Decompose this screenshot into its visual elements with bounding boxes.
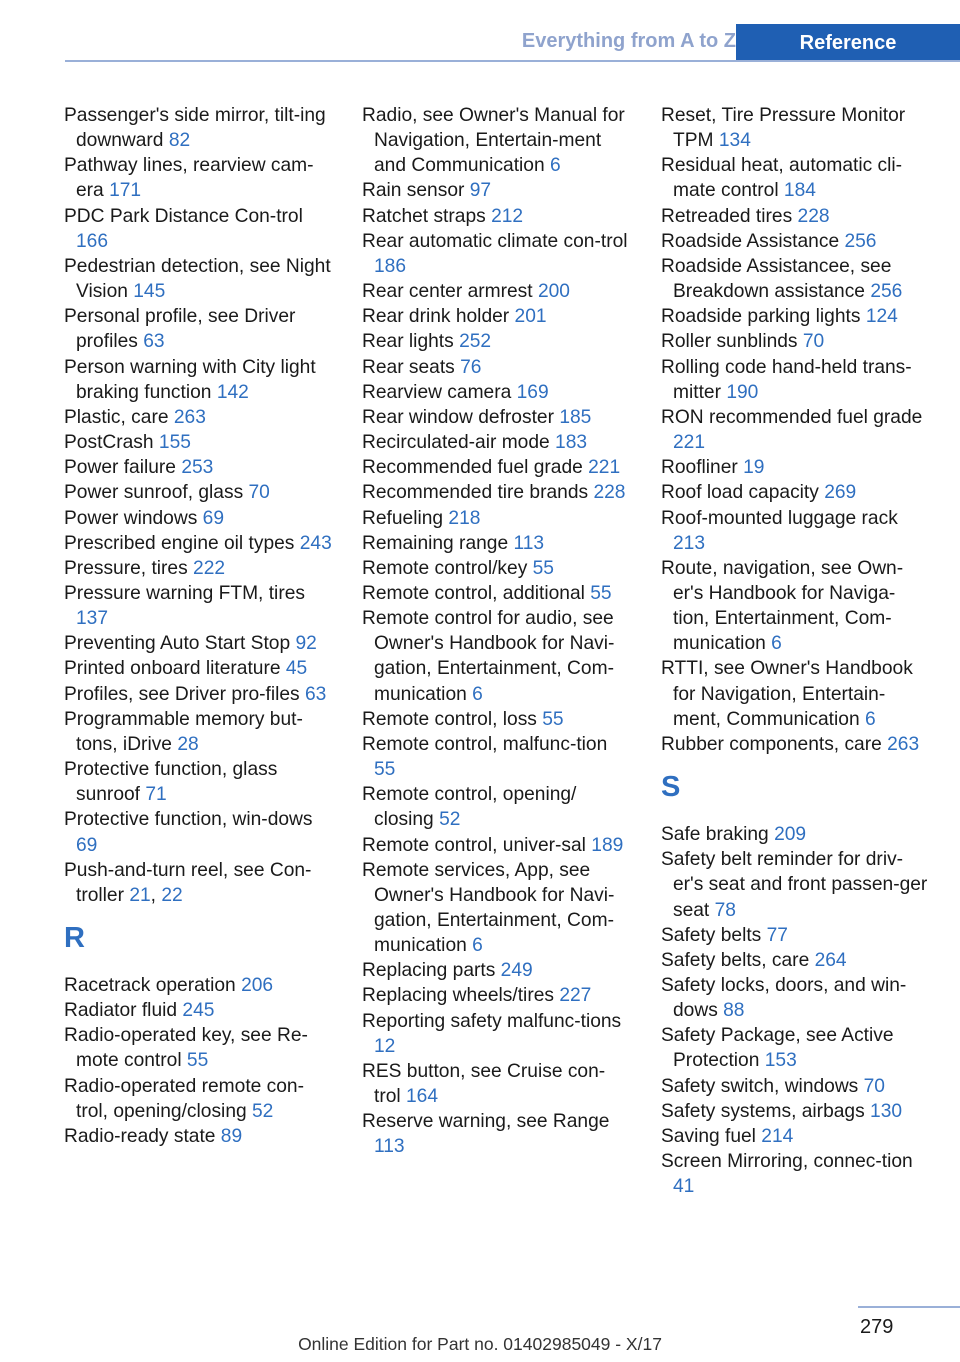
index-entry: [362, 1059, 630, 1109]
index-entry: [64, 807, 332, 857]
index-entry: [362, 204, 630, 229]
page-reference-link[interactable]: 70: [863, 1075, 885, 1097]
index-entry-text: Radiator fluid: [64, 1000, 178, 1022]
index-entry-text: Remote control/key: [362, 557, 528, 579]
index-entry: [362, 103, 630, 178]
page-reference-link[interactable]: 22: [161, 884, 183, 906]
page-reference-link[interactable]: 243: [299, 532, 332, 554]
index-entry-text: RES button, see Cruise con-trol: [362, 1060, 606, 1108]
index-entry-text: Remote control, univer-sal: [362, 834, 586, 856]
index-entry: [362, 606, 630, 707]
index-entry-text: Safety systems, airbags: [661, 1100, 865, 1122]
page-reference-link[interactable]: 183: [555, 432, 588, 454]
index-entry: [661, 254, 929, 304]
index-entry-text: Reporting safety malfunc-tions: [362, 1010, 622, 1032]
index-entry: [362, 858, 630, 959]
page-reference-link[interactable]: 227: [559, 985, 592, 1007]
index-entry: [661, 506, 929, 556]
index-entry: [661, 103, 929, 153]
page-reference-link[interactable]: 52: [252, 1100, 274, 1122]
index-entry-text: Rain sensor: [362, 180, 465, 202]
index-entry-text: PDC Park Distance Con-trol: [64, 205, 303, 227]
page-reference-link[interactable]: 78: [714, 899, 736, 921]
index-column-3: [661, 103, 929, 1199]
index-entry-text: Safety switch, windows: [661, 1075, 859, 1097]
page-reference-link[interactable]: 245: [182, 1000, 215, 1022]
index-entry: [661, 1023, 929, 1073]
index-entry-text: Pressure warning FTM, tires: [64, 582, 305, 604]
index-entry-text: Prescribed engine oil types: [64, 532, 295, 554]
index-entry-text: Safety belts, care: [661, 949, 810, 971]
page-reference-link[interactable]: 200: [537, 281, 570, 303]
index-letter-heading: R: [64, 922, 85, 954]
page-reference-link[interactable]: 213: [673, 532, 706, 554]
page-reference-link[interactable]: 45: [285, 658, 308, 680]
index-entry: [64, 254, 332, 304]
index-entry: [661, 732, 929, 757]
page-reference-link[interactable]: 6: [864, 708, 876, 730]
index-entry-text: Preventing Auto Start Stop: [64, 633, 291, 655]
index-entry-text: Remaining range: [362, 532, 509, 554]
page-reference-link[interactable]: 52: [439, 809, 461, 831]
index-entry: [362, 531, 630, 556]
index-entry-text: Remote services, App, see Owner's Handbook for Navi-gation, Entertainment, Com-munication: [362, 859, 615, 957]
index-entry: [661, 1149, 929, 1199]
index-entry-text: Roller sunblinds: [661, 331, 798, 353]
page-reference-link[interactable]: 124: [865, 306, 898, 328]
index-entry-text: Remote control, opening/ closing: [362, 784, 577, 831]
index-entry: [64, 1074, 332, 1124]
index-entry-text: Passenger's side mirror, tilt-ing downward: [64, 105, 326, 152]
index-entry-text: Safety locks, doors, and win-dows: [661, 975, 907, 1022]
index-entry: [362, 355, 630, 380]
index-entry-text: Roadside parking lights: [661, 306, 861, 328]
index-entry-text: Rearview camera: [362, 381, 512, 403]
index-entry: [661, 455, 929, 480]
page-reference-link[interactable]: 92: [295, 633, 317, 655]
index-entry-text: Route, navigation, see Own-er's Handbook for Naviga-tion, Entertainment, Com-munication: [661, 557, 904, 655]
index-entry: [64, 455, 332, 480]
page-reference-link[interactable]: 55: [590, 582, 612, 604]
page-reference-link[interactable]: 222: [193, 557, 226, 579]
page-reference-link[interactable]: 186: [374, 255, 407, 277]
index-entry: [661, 480, 929, 505]
index-entry: [661, 304, 929, 329]
index-entry: [362, 329, 630, 354]
index-entry-text: Rear seats: [362, 356, 455, 378]
page-reference-link[interactable]: 19: [743, 457, 765, 479]
index-entry: [64, 631, 332, 656]
page-reference-link[interactable]: 166: [76, 230, 109, 252]
page-reference-link[interactable]: 155: [158, 432, 191, 454]
page-reference-link[interactable]: 134: [718, 130, 751, 152]
index-entry-text: Person warning with City light braking function: [64, 356, 316, 403]
index-entry-text: Recommended fuel grade: [362, 457, 583, 479]
index-entry-text: Remote control for audio, see Owner's Handbook for Navi-gation, Entertainment, Com-munication: [362, 608, 615, 705]
page-reference-link[interactable]: 263: [887, 733, 920, 755]
page-reference-link[interactable]: 70: [248, 482, 270, 504]
index-entry-text: Personal profile, see Driver profiles: [64, 306, 296, 353]
index-entry: [64, 1023, 332, 1073]
index-entry: [362, 304, 630, 329]
index-entry: [661, 1074, 929, 1099]
index-entry-text: Rear center armrest: [362, 281, 533, 303]
index-entry-text: RON recommended fuel grade: [661, 406, 923, 428]
index-entry: [64, 998, 332, 1023]
page-reference-link[interactable]: 253: [181, 457, 214, 479]
page-reference-link[interactable]: 76: [460, 356, 482, 378]
page-reference-link[interactable]: 113: [374, 1136, 405, 1158]
page-reference-link[interactable]: 221: [588, 457, 621, 479]
footer-rule: [858, 1306, 960, 1308]
index-entry: [64, 531, 332, 556]
index-entry-text: Ratchet straps: [362, 205, 486, 227]
page-reference-link[interactable]: 201: [514, 306, 547, 328]
index-entry-text: Residual heat, automatic cli-mate control: [661, 155, 903, 202]
index-entry: [362, 178, 630, 203]
index-entry-text: Power windows: [64, 507, 198, 529]
index-entry: [661, 948, 929, 973]
index-entry-text: Remote control, additional: [362, 582, 585, 604]
index-entry-text: RTTI, see Owner's Handbook for Navigation, Entertain-ment, Communication: [661, 658, 913, 730]
index-entry: [64, 204, 332, 254]
index-entry: [64, 430, 332, 455]
page-reference-link[interactable]: 184: [783, 180, 816, 202]
index-entry-text: Safety belts: [661, 924, 762, 946]
index-entry: [362, 480, 630, 505]
index-entry-text: Reserve warning, see Range: [362, 1111, 610, 1133]
page-reference-link[interactable]: 185: [559, 406, 592, 428]
index-entry-text: Rubber components, care: [661, 733, 882, 755]
index-entry-text: Rear lights: [362, 331, 454, 353]
page-reference-link[interactable]: 113: [513, 532, 545, 554]
index-entry-text: Roadside Assistance: [661, 230, 840, 252]
index-entry-text: Roof-mounted luggage rack: [661, 507, 898, 529]
page-reference-link[interactable]: 21: [129, 884, 151, 906]
index-entry-text: Recirculated-air mode: [362, 432, 550, 454]
page-reference-link[interactable]: 6: [771, 633, 782, 655]
section-title: Everything from A to Z: [521, 30, 736, 52]
index-entry: [362, 983, 630, 1008]
page-reference-link[interactable]: 256: [844, 230, 877, 252]
index-entry: [362, 732, 630, 782]
index-entry-text: Rear automatic climate con-trol: [362, 230, 628, 252]
index-entry: [64, 581, 332, 631]
index-entry-text: Remote control, loss: [362, 708, 537, 730]
index-entry-text: Reset, Tire Pressure Monitor TPM: [661, 105, 906, 152]
index-entry-text: Radio-operated remote con-trol, opening/closing: [64, 1075, 304, 1122]
index-entry-text: Saving fuel: [661, 1125, 756, 1147]
index-entry: [64, 355, 332, 405]
page-reference-link[interactable]: 263: [173, 406, 206, 428]
index-entry-text: Radio-operated key, see Re-mote control: [64, 1025, 308, 1072]
page-reference-link[interactable]: 6: [472, 683, 483, 705]
index-entry: [64, 1124, 332, 1149]
index-entry-text: Replacing wheels/tires: [362, 985, 554, 1007]
index-entry: [64, 103, 332, 153]
page-number: 279: [860, 1316, 894, 1338]
index-entry-text: Safe braking: [661, 824, 769, 846]
header-rule: [65, 60, 960, 62]
page-header: [65, 24, 960, 62]
index-entry: [661, 329, 929, 354]
index-entry-text: Printed onboard literature: [64, 658, 281, 680]
index-entry-text: Rolling code hand-held trans-mitter: [661, 356, 912, 403]
index-entry-text: Pedestrian detection, see Night Vision: [64, 255, 331, 303]
page-reference-link[interactable]: 55: [186, 1050, 209, 1072]
index-entry: [64, 656, 332, 681]
index-entry: [64, 153, 332, 203]
page-reference-link[interactable]: 269: [824, 482, 857, 504]
page-reference-link[interactable]: 169: [516, 381, 549, 403]
index-entry: [362, 782, 630, 832]
index-entry: [362, 833, 630, 858]
index-entry-text: Protective function, glass sunroof: [64, 759, 278, 806]
page-reference-link[interactable]: 63: [143, 331, 165, 353]
page-reference-link[interactable]: 256: [870, 281, 903, 303]
index-entry: [362, 1009, 630, 1059]
index-entry: [362, 430, 630, 455]
index-entry: [661, 405, 929, 455]
index-entry: [362, 279, 630, 304]
index-entry-text: Remote control, malfunc-tion: [362, 733, 608, 755]
index-entry-text: Pressure, tires: [64, 557, 188, 579]
page-reference-link[interactable]: 145: [133, 281, 166, 303]
index-entry-text: Profiles, see Driver pro-files: [64, 683, 300, 705]
page-reference-link[interactable]: 6: [550, 155, 561, 177]
page-reference-link[interactable]: 212: [491, 205, 524, 227]
page-reference-link[interactable]: 190: [726, 381, 759, 403]
page-reference-link[interactable]: 164: [406, 1086, 439, 1108]
index-entry-text: Power sunroof, glass: [64, 482, 244, 504]
page-reference-link[interactable]: 142: [216, 381, 249, 403]
page-reference-link[interactable]: 71: [145, 784, 167, 806]
index-entry: Push-and-turn reel, see Con-troller 21, 22: [64, 859, 312, 906]
index-entry: [661, 153, 929, 203]
page-reference-link[interactable]: 153: [764, 1050, 797, 1072]
index-entry: [661, 923, 929, 948]
index-entry: [661, 229, 929, 254]
page-reference-link[interactable]: 55: [374, 759, 396, 781]
index-entry-text: Radio-ready state: [64, 1125, 216, 1147]
page-reference-link[interactable]: 249: [500, 960, 533, 982]
index-letter-heading: S: [661, 771, 681, 804]
index-entry: [362, 380, 630, 405]
page-reference-link[interactable]: 171: [109, 180, 142, 202]
page-reference-link[interactable]: 63: [305, 683, 327, 705]
index-entry: [661, 204, 929, 229]
index-entry: [64, 405, 332, 430]
page-reference-link[interactable]: 55: [532, 557, 554, 579]
index-entry: [64, 973, 332, 998]
index-entry: [64, 757, 332, 807]
page-reference-link[interactable]: 55: [542, 708, 564, 730]
reference-tab[interactable]: Reference: [736, 24, 960, 62]
index-entry-text: Roof load capacity: [661, 482, 819, 504]
index-entry: [661, 973, 929, 1023]
index-entry-text: Screen Mirroring, connec-tion: [661, 1151, 913, 1173]
page-reference-link[interactable]: 82: [168, 130, 191, 152]
page-reference-link[interactable]: 12: [374, 1035, 396, 1057]
index-entry: [661, 556, 929, 657]
page-reference-link[interactable]: 130: [870, 1100, 903, 1122]
page-reference-link[interactable]: 77: [766, 924, 788, 946]
page-reference-link[interactable]: 70: [802, 331, 825, 353]
index-entry: [661, 822, 929, 847]
index-entry-text: Pathway lines, rearview cam-era: [64, 155, 314, 202]
page-reference-link[interactable]: 41: [673, 1176, 695, 1198]
index-entry: [64, 707, 332, 757]
index-entry: [661, 1099, 929, 1124]
page-reference-link[interactable]: 264: [814, 949, 847, 971]
index-entry-text: Radio, see Owner's Manual for Navigation, Entertain-ment and Communication: [362, 105, 625, 177]
index-entry: [362, 958, 630, 983]
page-reference-link[interactable]: 221: [673, 432, 706, 454]
page-reference-link[interactable]: 218: [448, 507, 481, 529]
page-reference-link[interactable]: 69: [76, 834, 98, 856]
page-reference-link[interactable]: 89: [220, 1125, 243, 1147]
page-reference-link[interactable]: 97: [469, 180, 492, 202]
page-reference-link[interactable]: 6: [472, 935, 483, 957]
index-entry-text: Refueling: [362, 507, 444, 529]
index-entry: [362, 405, 630, 430]
index-entry: [362, 1109, 630, 1159]
page-reference-link[interactable]: 209: [774, 824, 807, 846]
index-column-1: [64, 103, 332, 1149]
page-reference-link[interactable]: 88: [723, 1000, 745, 1022]
index-entry: [661, 1124, 929, 1149]
index-entry-text: Push-and-turn reel, see Con-troller: [64, 859, 312, 906]
page-reference-link[interactable]: 28: [177, 733, 199, 755]
index-entry-text: Safety Package, see Active Protection: [661, 1025, 894, 1072]
page-reference-link[interactable]: 206: [241, 975, 274, 996]
index-entry: [64, 480, 332, 505]
index-entry: [362, 455, 630, 480]
index-entry-text: Protective function, win-dows: [64, 809, 313, 831]
page-reference-link[interactable]: 137: [76, 608, 109, 630]
index-column-2: [362, 103, 630, 1160]
edition-footer: Online Edition for Part no. 01402985049 - X/17: [298, 1334, 662, 1354]
page-reference-link[interactable]: 228: [797, 205, 830, 227]
index-entry: [64, 682, 332, 707]
index-entry-text: Roadside Assistancee, see Breakdown assistance: [661, 255, 892, 303]
index-entry: [661, 355, 929, 405]
index-entry: [661, 656, 929, 731]
page-reference-link[interactable]: 228: [593, 482, 626, 504]
index-entry-text: Roofliner: [661, 457, 738, 479]
page-reference-link[interactable]: 69: [202, 507, 224, 529]
page-reference-link[interactable]: 214: [761, 1125, 794, 1147]
index-entry: [362, 707, 630, 732]
index-entry-text: Recommended tire brands: [362, 482, 589, 504]
index-entry: [362, 556, 630, 581]
page-reference-link[interactable]: 189: [591, 834, 624, 856]
index-entry-text: Replacing parts: [362, 960, 496, 982]
index-entry-text: Rear window defroster: [362, 406, 554, 428]
index-entry: [64, 304, 332, 354]
index-entry-text: Safety belt reminder for driv-er's seat and front passen-ger seat: [661, 849, 928, 921]
index-entry-text: PostCrash: [64, 432, 154, 454]
index-entry: [362, 506, 630, 531]
index-entry-text: Rear drink holder: [362, 306, 510, 328]
index-entry: [362, 229, 630, 279]
index-entry-text: Plastic, care: [64, 406, 169, 428]
index-entry-text: Racetrack operation: [64, 975, 236, 996]
index-entry: [64, 506, 332, 531]
index-entry: [661, 847, 929, 922]
index-entry-text: Power failure: [64, 457, 176, 479]
page-reference-link[interactable]: 252: [459, 331, 492, 353]
index-entry-text: Retreaded tires: [661, 205, 793, 227]
index-entry: [362, 581, 630, 606]
index-entry: [64, 556, 332, 581]
index-entry-text: Programmable memory but-tons, iDrive: [64, 708, 303, 755]
